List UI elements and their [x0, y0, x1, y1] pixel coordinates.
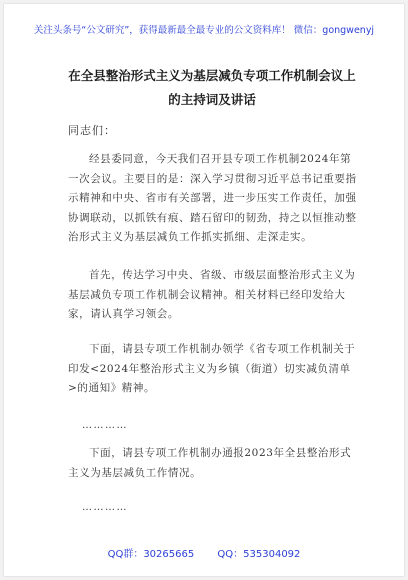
- paragraph-2: 首先，传达学习中央、省级、市级层面整治形式主义为基层减负专项工作机制会议精神。相关材料已经印发给大家，请认真学习领会。: [68, 269, 356, 320]
- promo-banner[interactable]: 关注头条号“公文研究”，获得最新最全最专业的公文资料库！ 微信：gongwenyj: [33, 25, 375, 36]
- document-title: 在全县整治形式主义为基层减负专项工作机制会议上的主持词及讲话: [68, 68, 356, 107]
- ellipsis-1: …………: [82, 420, 128, 431]
- paragraph-1: 经县委同意，今天我们召开县专项工作机制2024年第一次会议。主要目的是：深入学习贯彻习近平总书记重要指示精神和中央、省市有关部署，进一步压实工作责任，加强协调联动，以抓铁有痕、踏石留印的韧劲，持之以恒推动整治形式主义为基层减负工作抓实抓细、走深走实。: [68, 153, 357, 243]
- qq-contact-link[interactable]: QQ：535304092: [217, 549, 301, 560]
- qq-group-link[interactable]: QQ群：30265665: [107, 549, 195, 560]
- ellipsis-2: …………: [82, 502, 128, 513]
- paragraph-4: 下面，请县专项工作机制办通报2023年全县整治形式主义为基层减负工作情况。: [68, 447, 352, 479]
- paragraph-3: 下面，请县专项工作机制办领学《省专项工作机制关于印发<2024年整治形式主义为乡镇（街道）切实减负清单>的通知》精神。: [68, 343, 356, 394]
- contact-footer: [4, 545, 404, 560]
- document-page: [4, 4, 404, 576]
- greeting: 同志们：: [68, 124, 116, 137]
